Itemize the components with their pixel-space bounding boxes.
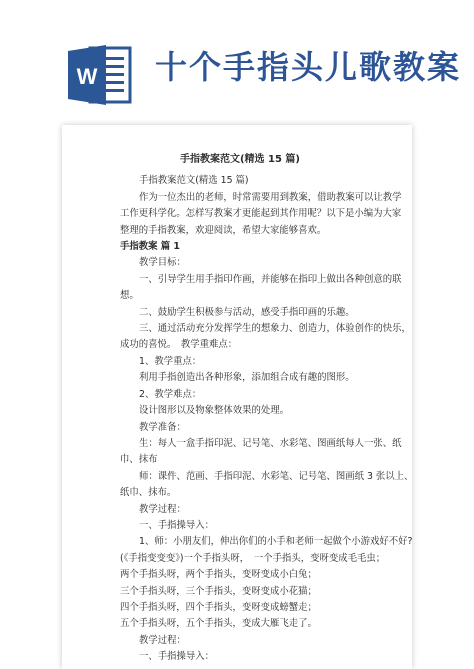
doc-line: 成功的喜悦。 教学重难点： [120, 339, 238, 351]
doc-line: 教学准备： [139, 421, 186, 433]
doc-line: 设计图形以及物象整体效果的处理。 [139, 405, 290, 417]
doc-line: 纸巾、抹布。 [120, 487, 177, 499]
doc-line: 两个手指头呀，两个手指头，变呀变成小白兔； [120, 569, 317, 581]
doc-line: (《手指变变变》)一个手指头呀， 一个手指头，变呀变成毛毛虫； [120, 552, 386, 564]
doc-line: 四个手指头呀，四个手指头，变呀变成螃蟹走； [120, 601, 317, 613]
doc-line: 1、教学重点： [139, 355, 202, 367]
doc-line: 生：每人一盒手指印泥、记号笔、水彩笔、图画纸每人一张、纸 [139, 437, 402, 449]
doc-line: 2、教学难点： [139, 388, 202, 400]
document-body [120, 152, 414, 666]
doc-line: 整理的手指教案，欢迎阅读，希望大家能够喜欢。 [120, 224, 327, 236]
section-heading: 手指教案 篇 1 [120, 241, 180, 253]
doc-line: 工作更科学化。怎样写教案才更能起到其作用呢？以下是小编为大家 [120, 208, 402, 220]
page-header [0, 0, 474, 130]
doc-line: 教学过程： [139, 634, 186, 646]
doc-line: 一、引导学生用手指印作画，并能够在指印上做出各种创意的联 [139, 273, 402, 285]
banner-title: 十个手指头儿歌教案 [155, 48, 462, 86]
doc-line: 利用手指创造出各种形象，添加组合成有趣的图形。 [139, 372, 355, 384]
doc-line: 1、师：小朋友们，伸出你们的小手和老师一起做个小游戏好不好? [139, 536, 413, 548]
doc-line: 三个手指头呀，三个手指头，变呀变成小花猫； [120, 585, 317, 597]
doc-line: 想。 [120, 290, 139, 302]
doc-line: 巾、抹布 [120, 454, 158, 466]
svg-text:W: W [76, 64, 98, 89]
doc-line: 教学目标： [139, 257, 186, 269]
doc-line: 五个手指头呀，五个手指头，变成大雁飞走了。 [120, 618, 317, 630]
doc-line: 三、通过活动充分发挥学生的想象力、创造力，体验创作的快乐， [139, 323, 411, 335]
doc-line: 一、手指操导入： [139, 651, 215, 663]
doc-line: 教学过程： [139, 503, 186, 515]
doc-line: 作为一位杰出的老师，时常需要用到教案，借助教案可以让教学 [139, 191, 402, 203]
document-title: 手指教案范文(精选 15 篇) [179, 154, 301, 165]
word-document-icon [68, 43, 134, 107]
doc-line: 师：课件、范画、手指印泥、水彩笔、记号笔、图画纸 3 张以上、 [139, 470, 414, 482]
doc-line: 手指教案范文(精选 15 篇) [139, 175, 249, 187]
doc-line: 一、手指操导入： [139, 519, 215, 531]
doc-line: 二、鼓励学生积极参与活动，感受手指印画的乐趣。 [139, 306, 355, 318]
